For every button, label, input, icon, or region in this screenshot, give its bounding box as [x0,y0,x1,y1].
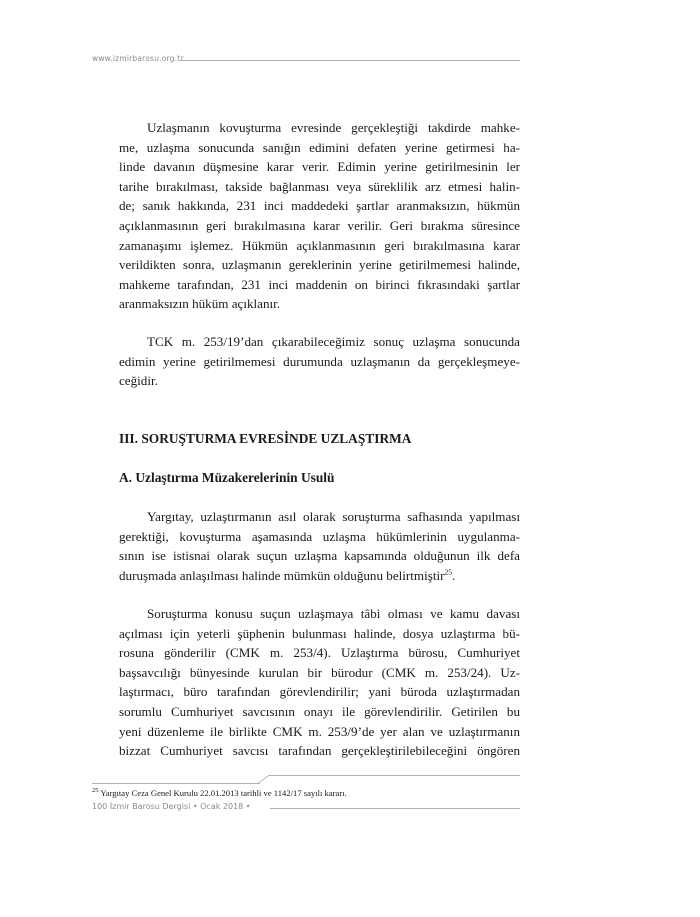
text-line: mahkeme tarafından, 231 inci maddenin on birinci fıkrasındaki şartlar [119,276,520,292]
paragraph-1 [119,118,520,314]
footnote-number: 25 [92,787,99,794]
text-line: rosuna gönderilir (CMK m. 253/4). Uzlaştırma bürosu, Cumhuriyet [119,645,520,661]
footnote-rule-left [92,783,260,784]
header-rule [180,60,520,61]
text-line: ceğidir. [119,373,158,389]
text-line: duruşmada anlaşılması halinde mümkün olduğunu belirtmiştir [119,567,445,583]
page-header [92,54,520,68]
text-line: aranmaksızın hüküm açıklanır. [119,296,281,312]
text-line: açıklanmasının geri bırakılmasına karar verilir. Geri bırakma süresince [119,217,520,233]
text-line-tail: . [451,567,456,583]
paragraph-2 [119,332,520,391]
text-line: yeni düzenleme ile birlikte CMK m. 253/9’de yer alan ve uzlaştırmanın [119,723,520,739]
paragraph-4 [119,604,520,761]
text-line: linde davanın düşmesine karar verir. Edimin yerine getirilmesinin ler [119,159,520,175]
footnote-rule-right [268,775,520,776]
text-line: Yargıtay, uzlaştırmanın asıl olarak soruşturma safhasında yapılması [147,509,520,524]
footnote-rule-bend [258,775,270,784]
text-line: TCK m. 253/19’dan çıkarabileceğimiz sonuç uzlaşma sonucunda [147,334,520,349]
text-line: sorumlu Cumhuriyet savcısının onayı ile görevlendirilir. Getirilen bu [119,703,520,719]
footer-rule [270,808,520,809]
text-line: tarihe bırakılması, takside bağlanması veya süreklilik arz etmesi halin- [119,178,520,194]
sub-heading: A. Uzlaştırma Müzakerelerinin Usulü [119,470,335,485]
footnote-separator [92,775,520,785]
text-line: sının ise istisnai olarak suçun uzlaşma kapsamında olduğunun ilk defa [119,548,520,564]
text-line: edimin yerine getirilmemesi durumunda uzlaşmanın da gerçekleşmeye- [119,353,520,369]
text-line: zamanaşımı işlemez. Hükmün açıklanmasının geri bırakılmasına karar [119,237,520,253]
text-line: de; sanık hakkında, 231 inci maddedeki şartlar aranmaksızın, hükmün [119,198,520,214]
footnote-text: Yargıtay Ceza Genel Kurulu 22.01.2013 tarihli ve 1142/17 sayılı kararı. [100,787,347,798]
text-line: me, uzlaşma sonucunda sanığın edimini defaten yerine getirmesi ha- [119,139,520,155]
text-line: Uzlaşmanın kovuşturma evresinde gerçekleştiği takdirde mahke- [147,120,520,135]
text-line: bizzat Cumhuriyet savcısı tarafından gerçekleştirilebileceğini öngören [119,743,520,759]
text-line-with-ref [119,566,520,586]
footer-text: 100 İzmir Barosu Dergisi • Ocak 2018 • [92,802,251,811]
text-line: verildikten sonra, uzlaşmanın gereklerinin yerine getirilmemesi halinde, [119,257,520,273]
header-url: www.izmirbarosu.org.tr [92,54,184,63]
footnote-ref[interactable]: 25 [444,567,452,577]
paragraph-3 [119,507,520,585]
page-footer [92,802,520,816]
text-line: laştırmacı, büro tarafından görevlendirilir; yani büroda uzlaştırmadan [119,684,520,700]
section-heading: III. SORUŞTURMA EVRESİNDE UZLAŞTIRMA [119,431,412,446]
text-line: Soruşturma konusu suçun uzlaşmaya tâbi olması ve kamu davası [147,606,520,621]
text-line: gerektiği, kovuşturma aşamasında uzlaşma hükümlerinin uygulanma- [119,528,520,544]
text-line: başsavcılığı bünyesinde kurulan bir bürodur (CMK m. 253/24). Uz- [119,664,520,680]
footnote [92,787,347,798]
text-line: açılması için yeterli şüphenin bulunması halinde, dosya uzlaştırma bü- [119,625,520,641]
